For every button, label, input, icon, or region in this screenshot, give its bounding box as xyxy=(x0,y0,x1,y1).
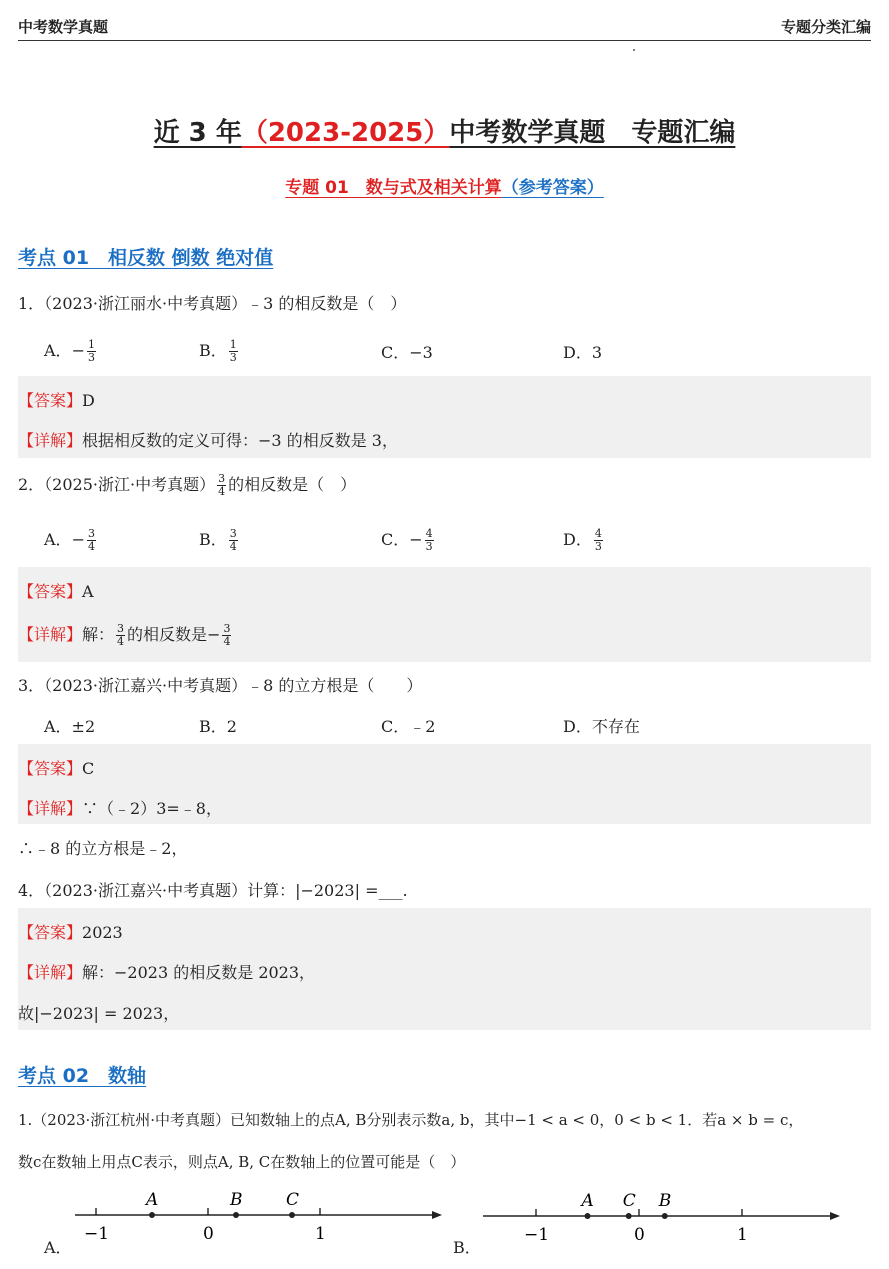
header-right: 专题分类汇编 xyxy=(780,18,871,36)
numberline-question-line2: 数c在数轴上用点C表示，则点A, B, C在数轴上的位置可能是（ ） xyxy=(18,1153,466,1171)
nl-b-point-label-a: A xyxy=(581,1191,594,1211)
section-title: 考点 01 相反数 倒数 绝对值 xyxy=(18,247,274,269)
q4-answer: 【答案】2023 xyxy=(18,923,123,942)
nl-b-point-a xyxy=(585,1213,591,1219)
q3-answer-box xyxy=(18,744,871,824)
nl-a-point-c xyxy=(289,1212,295,1218)
q4-answer-box xyxy=(18,908,871,1030)
q1-option-b: B． $\frac{1}{3}$ xyxy=(199,338,237,364)
nl-b-point-c xyxy=(626,1213,632,1219)
question-4-stem: 4．（2023·浙江嘉兴·中考真题）计算：|−2023| =___. xyxy=(18,881,408,900)
question-2-stem: 2．（2025·浙江·中考真题） $\frac{3}{4}$ 的相反数是（ ） xyxy=(18,472,357,498)
q1-option-c: C．−3 xyxy=(381,343,433,362)
q1-answer-box xyxy=(18,376,871,458)
title-part1: 近 3 年 xyxy=(153,118,242,148)
q2-answer-box xyxy=(18,567,871,662)
page-title xyxy=(0,112,889,149)
nl-b-arrow xyxy=(830,1212,840,1220)
subtitle-answer-key: （参考答案） xyxy=(501,178,604,198)
nl-a-point-b xyxy=(233,1212,239,1218)
nl-a-point-a xyxy=(149,1212,155,1218)
nl-a-tick-label: −1 xyxy=(84,1224,110,1244)
nl-b-point-b xyxy=(662,1213,668,1219)
q4-detail: 【详解】解：−2023 的相反数是 2023， xyxy=(18,963,316,982)
q2-option-a: A．− $\frac{3}{4}$ xyxy=(44,527,95,553)
q3-option-a: A．±2 xyxy=(44,717,96,736)
q3-detail-2: ∴﹣8 的立方根是﹣2， xyxy=(18,839,188,858)
nl-b-tick-label: 1 xyxy=(737,1225,748,1245)
q3-option-c: C．﹣2 xyxy=(381,717,436,736)
stray-dot xyxy=(633,49,635,51)
q1-answer: 【答案】D xyxy=(18,391,95,410)
nl-a-arrow xyxy=(432,1211,442,1219)
q2-detail: 【详解】解： $\frac{3}{4}$ 的相反数是− $\frac{3}{4}$ xyxy=(18,622,231,648)
q3-option-b: B．2 xyxy=(199,717,237,736)
q3-answer: 【答案】C xyxy=(18,759,95,778)
q1-detail: 【详解】根据相反数的定义可得：−3 的相反数是 3， xyxy=(18,431,398,450)
q4-detail-2: 故|−2023| = 2023， xyxy=(18,1004,180,1023)
q2-option-d: D． $\frac{4}{3}$ xyxy=(563,527,602,553)
title-part3: 中考数学真题 专题汇编 xyxy=(449,118,736,148)
subtitle-topic: 专题 01 数与式及相关计算 xyxy=(285,178,502,198)
numberline-b xyxy=(478,1180,848,1250)
q2-answer: 【答案】A xyxy=(18,582,94,601)
header-left: 中考数学真题 xyxy=(18,18,109,36)
page-header xyxy=(18,14,871,41)
nl-b-point-label-b: B xyxy=(658,1191,672,1211)
numberline-question-line1: 1.（2023·浙江杭州·中考真题）已知数轴上的点A, B分别表示数a, b，其中−1 < a < 0，0 < b < 1．若a × b = c， xyxy=(18,1111,804,1129)
nl-a-tick-label: 0 xyxy=(203,1224,214,1244)
q3-option-d: D．不存在 xyxy=(563,717,640,736)
q1-option-a: A．− $\frac{1}{3}$ xyxy=(44,338,95,364)
nl-b-point-label-c: C xyxy=(622,1191,636,1211)
nl-a-tick-label: 1 xyxy=(315,1224,326,1244)
numberline-option-b-label: B． xyxy=(453,1238,481,1257)
question-1-stem: 1．（2023·浙江丽水·中考真题）﹣3 的相反数是（ ） xyxy=(18,294,407,313)
q2-option-c: C．− $\frac{4}{3}$ xyxy=(381,527,433,553)
nl-a-point-label-a: A xyxy=(146,1190,159,1210)
nl-b-tick-label: −1 xyxy=(524,1225,550,1245)
section-title-2: 考点 02 数轴 xyxy=(18,1065,147,1087)
nl-a-point-label-b: B xyxy=(230,1190,243,1210)
page-subtitle xyxy=(0,173,889,198)
q2-option-b: B． $\frac{3}{4}$ xyxy=(199,527,237,553)
q1-option-d: D．3 xyxy=(563,343,603,362)
numberline-a xyxy=(70,1185,450,1255)
q3-detail: 【详解】∵（﹣2）3=﹣8， xyxy=(18,799,222,818)
numberline-option-a-label: A． xyxy=(44,1238,72,1257)
question-3-stem: 3．（2023·浙江嘉兴·中考真题）﹣8 的立方根是（ ） xyxy=(18,676,423,695)
nl-a-point-label-c: C xyxy=(286,1190,300,1210)
title-years: （2023-2025） xyxy=(241,118,450,148)
nl-b-tick-label: 0 xyxy=(634,1225,645,1245)
